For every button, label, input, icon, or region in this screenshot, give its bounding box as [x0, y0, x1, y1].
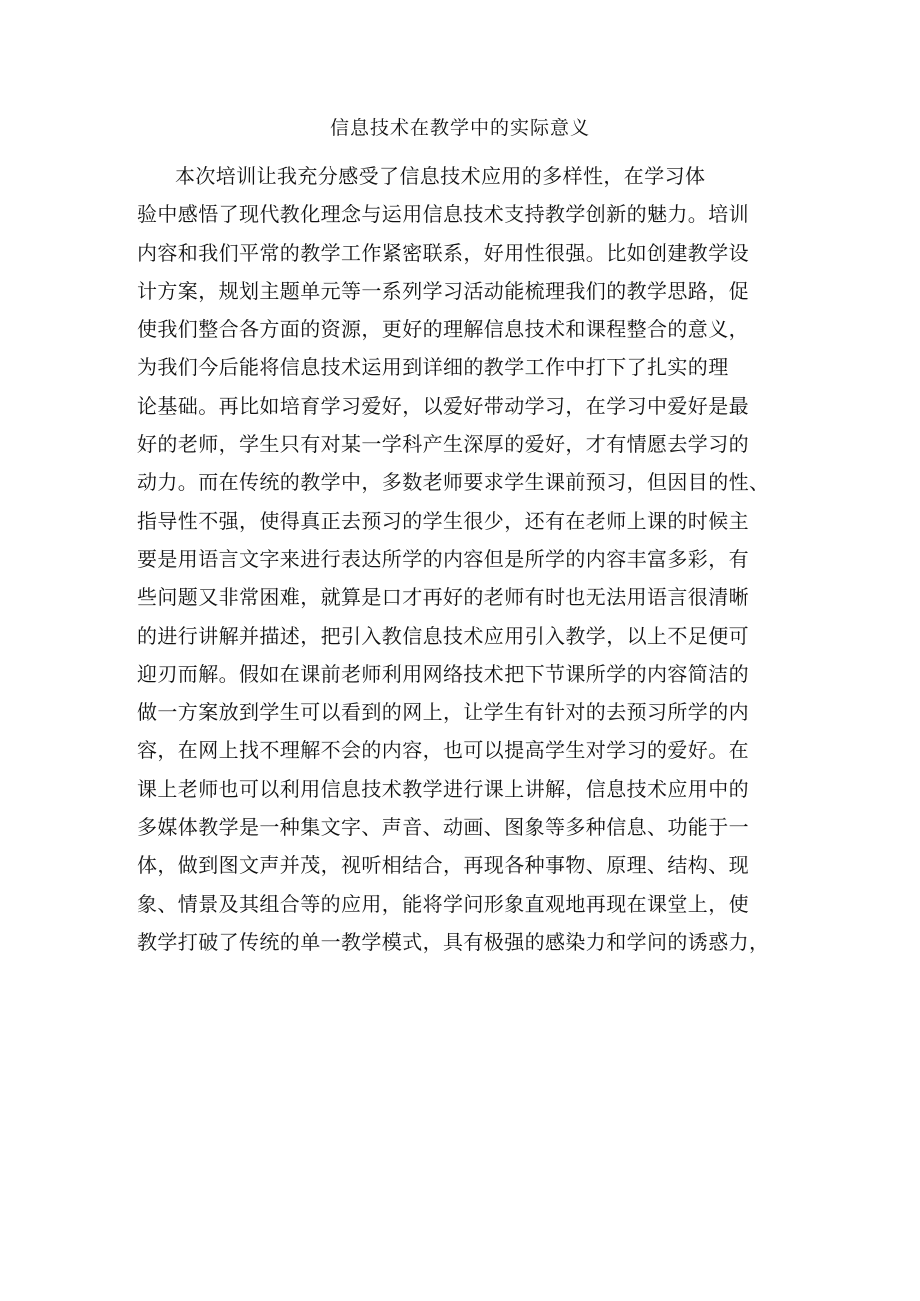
paragraph-line: 的进行讲解并描述，把引入教信息技术应用引入教学，以上不足便可: [137, 623, 749, 648]
paragraph-line: 计方案，规划主题单元等一系列学习活动能梳理我们的教学思路，促: [137, 278, 749, 303]
paragraph-line: 课上老师也可以利用信息技术教学进行课上讲解，信息技术应用中的: [137, 776, 749, 801]
paragraph-line: 使我们整合各方面的资源，更好的理解信息技术和课程整合的意义，: [137, 317, 749, 342]
paragraph-line: 象、情景及其组合等的应用，能将学问形象直观地再现在课堂上，使: [137, 891, 749, 916]
paragraph-line: 体，做到图文声并茂，视听相结合，再现各种事物、原理、结构、现: [137, 853, 749, 878]
paragraph-line: 迎刃而解。假如在课前老师利用网络技术把下节课所学的内容简洁的: [137, 661, 749, 686]
paragraph-line: 动力。而在传统的教学中，多数老师要求学生课前预习，但因目的性、: [137, 470, 770, 495]
paragraph-line: 多媒体教学是一种集文字、声音、动画、图象等多种信息、功能于一: [137, 815, 749, 840]
paragraph-line: 要是用语言文字来进行表达所学的内容但是所学的内容丰富多彩，有: [137, 546, 749, 571]
paragraph-line: 教学打破了传统的单一教学模式，具有极强的感染力和学问的诱惑力，: [137, 929, 770, 954]
paragraph-line: 指导性不强，使得真正去预习的学生很少，还有在老师上课的时候主: [137, 508, 749, 533]
paragraph-line: 容，在网上找不理解不会的内容，也可以提高学生对学习的爱好。在: [137, 738, 749, 763]
document-body: [137, 157, 797, 961]
paragraph-line: 验中感悟了现代教化理念与运用信息技术支持教学创新的魅力。培训: [137, 202, 749, 227]
paragraph-line: 本次培训让我充分感受了信息技术应用的多样性，在学习体: [175, 164, 706, 188]
paragraph-line: 做一方案放到学生可以看到的网上，让学生有针对的去预习所学的内: [137, 700, 749, 725]
paragraph-line: 内容和我们平常的教学工作紧密联系，好用性很强。比如创建教学设: [137, 240, 749, 265]
paragraph-line: 为我们今后能将信息技术运用到详细的教学工作中打下了扎实的理: [137, 355, 729, 380]
paragraph-line: 好的老师，学生只有对某一学科产生深厚的爱好，才有情愿去学习的: [137, 432, 749, 457]
paragraph-line: 些问题又非常困难，就算是口才再好的老师有时也无法用语言很清晰: [137, 585, 749, 610]
document-title: 信息技术在教学中的实际意义: [329, 117, 590, 139]
paragraph-line: 论基础。再比如培育学习爱好，以爱好带动学习，在学习中爱好是最: [137, 393, 749, 418]
